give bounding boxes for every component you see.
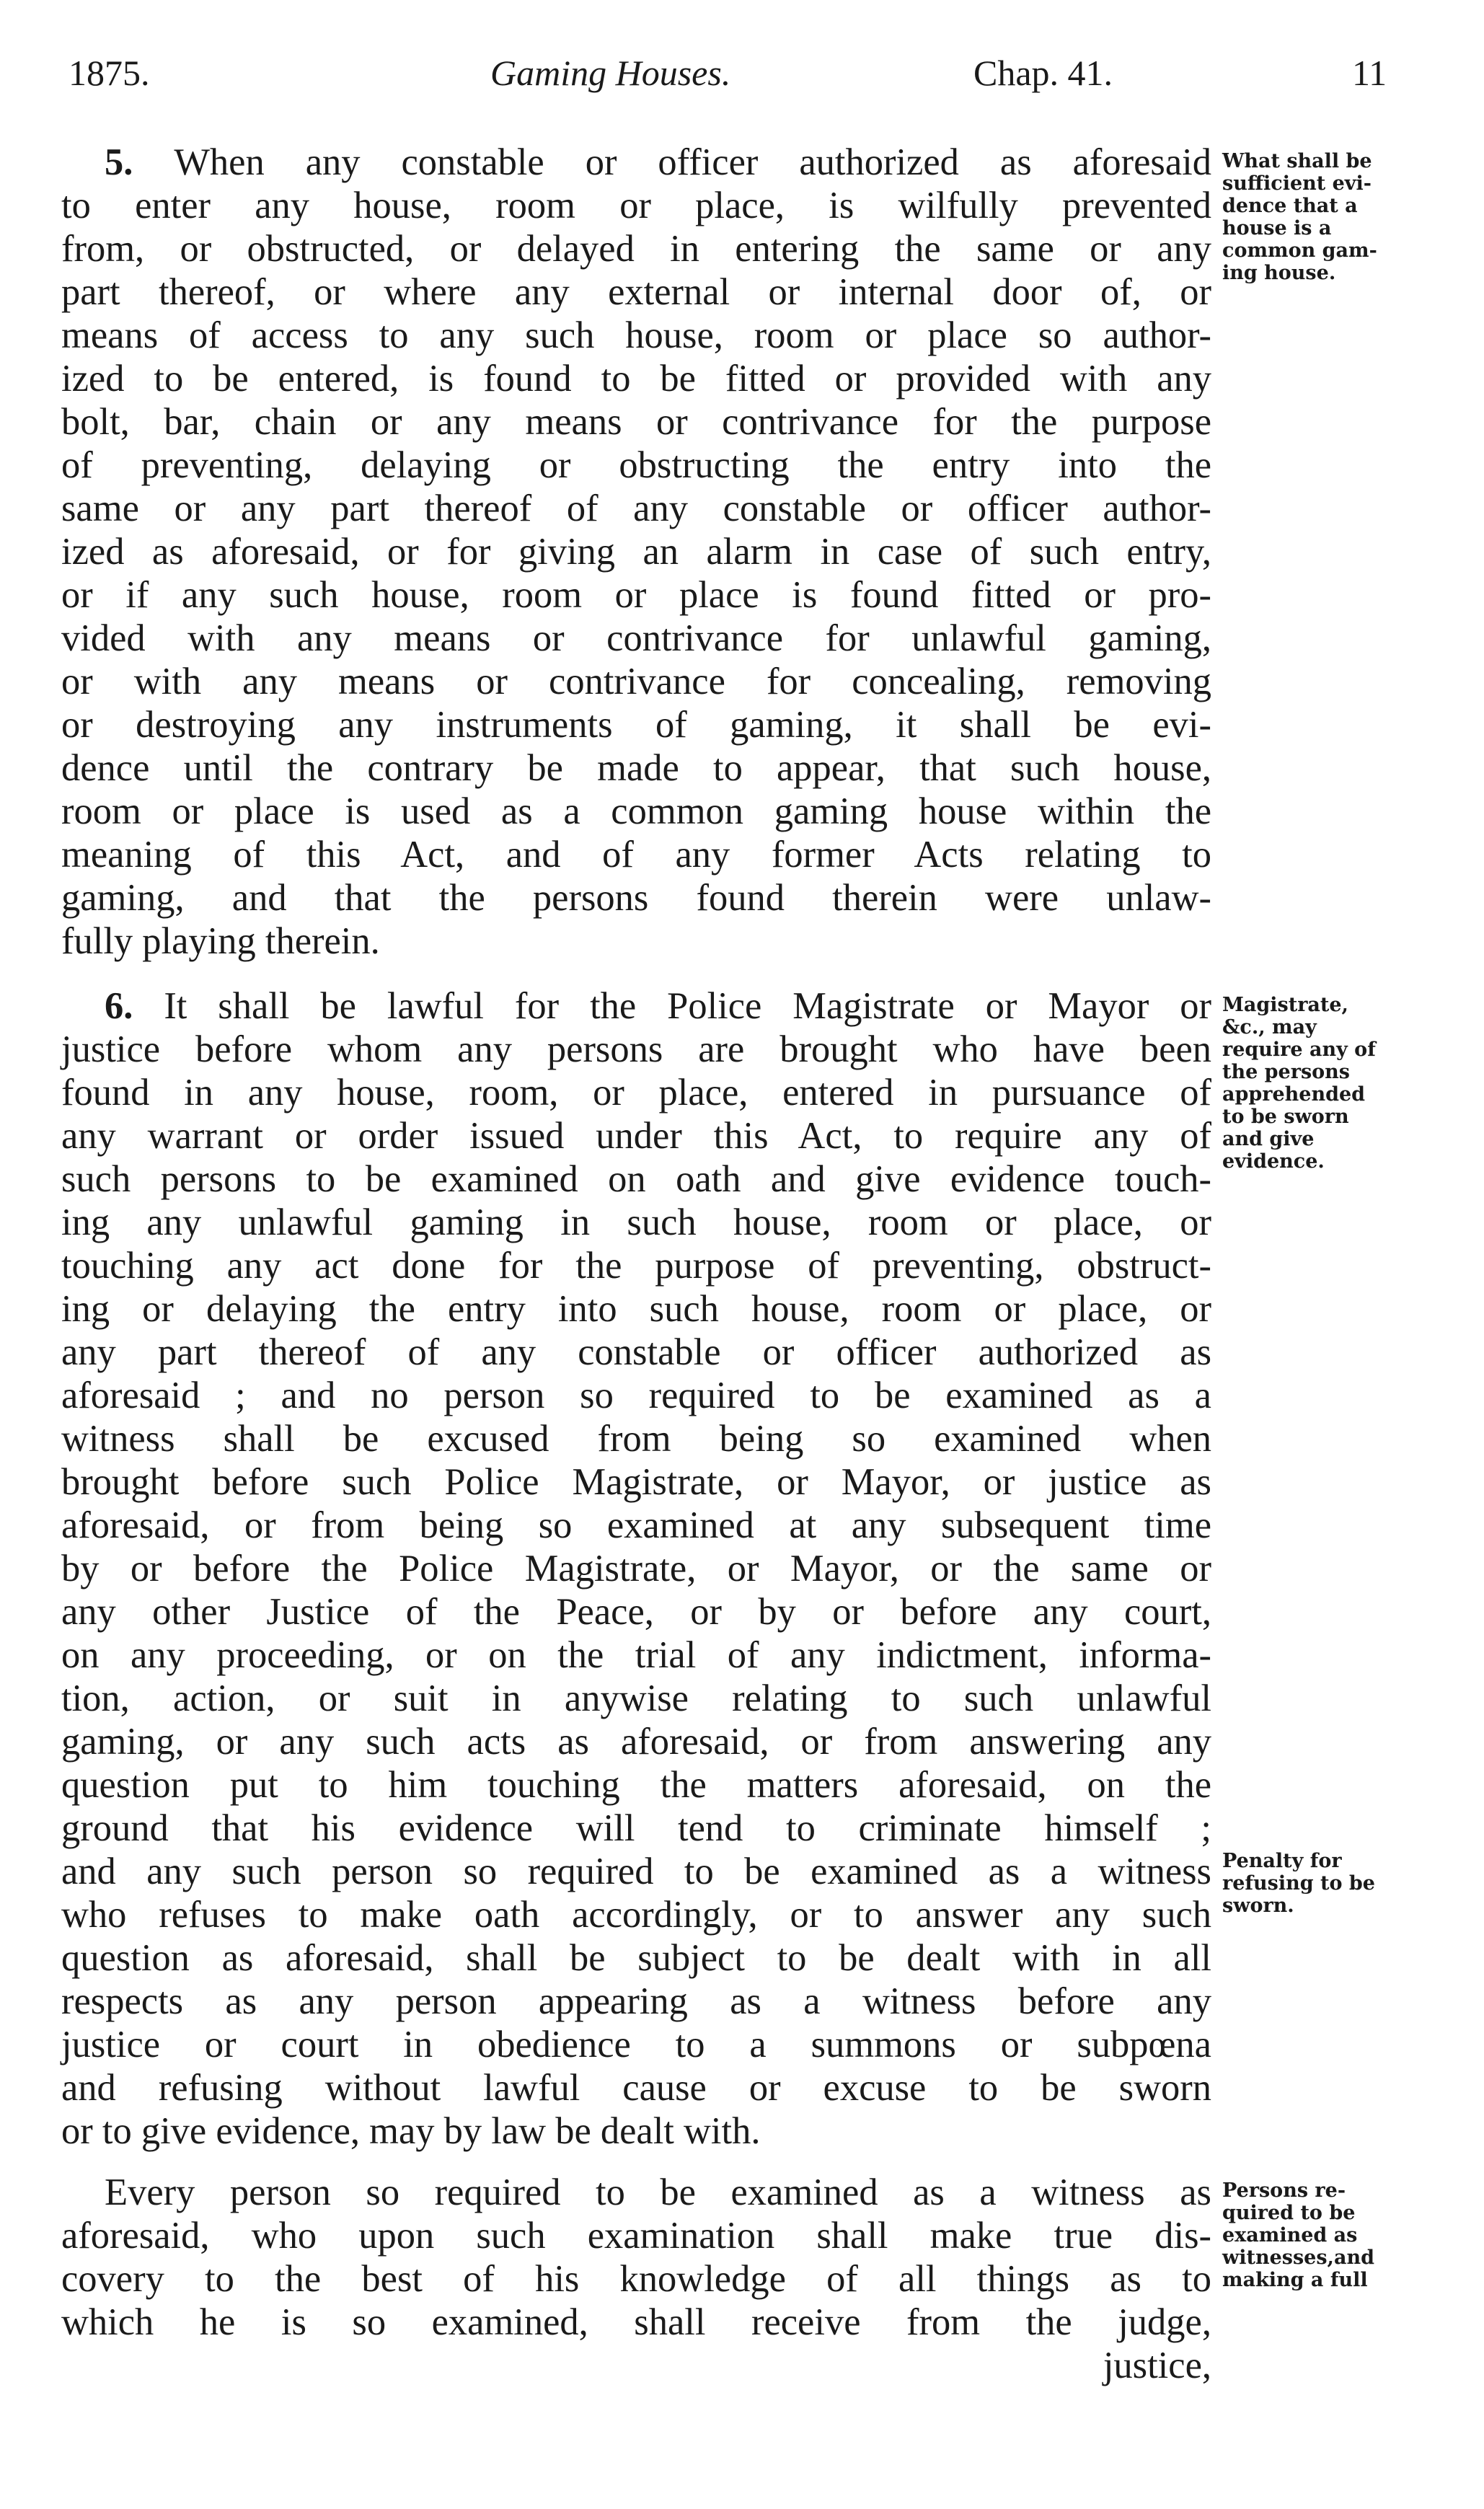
header-year: 1875.	[69, 53, 150, 93]
sidenote-line: making a full	[1222, 2269, 1368, 2291]
header-chapter: Chap. 41.	[973, 53, 1113, 93]
sidenote-line: What shall be	[1222, 150, 1372, 172]
sidenote-line: ing house.	[1222, 262, 1336, 284]
text-line: vided with any means or contrivance for unlawful gaming,	[61, 617, 1211, 659]
running-header	[69, 52, 1424, 110]
text-line: any warrant or order issued under this Act, to require any of	[61, 1115, 1211, 1157]
sidenote-persons-examined	[1222, 2179, 1439, 2291]
text-line: to enter any house, room or place, is wilfully prevented	[61, 185, 1211, 226]
text-line: from, or obstructed, or delayed in entering the same or any	[61, 228, 1211, 270]
sidenote-line: Penalty for	[1222, 1850, 1342, 1872]
text-line: room or place is used as a common gaming house within the	[61, 790, 1211, 832]
text-line: brought before such Police Magistrate, or Mayor, or justice as	[61, 1461, 1211, 1503]
sidenote-line: &c., may	[1222, 1016, 1317, 1039]
section-5	[61, 141, 1211, 963]
sidenote-line: witnesses,and	[1222, 2246, 1374, 2269]
sidenote-section-5	[1222, 150, 1439, 284]
text-line: any part thereof of any constable or officer authorized as	[61, 1331, 1211, 1373]
sidenote-section-6-penalty	[1222, 1850, 1439, 1917]
text-line: dence until the contrary be made to appear, that such house,	[61, 747, 1211, 789]
text-line: justice,	[1103, 2345, 1211, 2386]
sidenote-line: the persons	[1222, 1061, 1351, 1083]
text-line: of preventing, delaying or obstructing the entry into the	[61, 444, 1211, 486]
text-line: or if any such house, room or place is found fitted or pro-	[61, 574, 1211, 616]
sidenote-line: apprehended	[1222, 1083, 1366, 1106]
sidenote-line: quired to be	[1222, 2202, 1356, 2224]
sidenote-line: examined as	[1222, 2224, 1358, 2246]
text-line: touching any act done for the purpose of preventing, obstruct-	[61, 1245, 1211, 1287]
sidenote-line: dence that a	[1222, 195, 1358, 217]
text-line: ing any unlawful gaming in such house, room or place, or	[61, 1201, 1211, 1243]
text-line: aforesaid, or from being so examined at any subsequent time	[61, 1504, 1211, 1546]
text-line: or to give evidence, may by law be dealt with.	[61, 2110, 761, 2152]
text-line: question as aforesaid, shall be subject to be dealt with in all	[61, 1937, 1211, 1979]
text-line: aforesaid, who upon such examination shall make true dis-	[61, 2215, 1211, 2257]
text-line: tion, action, or suit in anywise relating to such unlawful	[61, 1677, 1211, 1719]
paragraph-persons-examined	[61, 2171, 1211, 2387]
sidenote-line: to be sworn	[1222, 1106, 1349, 1128]
sidenote-line: Magistrate,	[1222, 994, 1348, 1016]
text-line: or destroying any instruments of gaming, it shall be evi-	[61, 704, 1211, 746]
text-line: part thereof, or where any external or internal door of, or	[61, 271, 1211, 313]
sidenote-line: sworn.	[1222, 1895, 1294, 1917]
text-line-content: When any constable or officer authorized as aforesaid	[174, 141, 1211, 183]
sidenote-line: Persons re-	[1222, 2179, 1346, 2202]
section-number: 6.	[105, 985, 164, 1027]
text-line	[61, 984, 1211, 1028]
header-title: Gaming Houses.	[490, 53, 731, 93]
text-line-content: It shall be lawful for the Police Magistrate or Mayor or	[164, 985, 1212, 1027]
text-line: gaming, or any such acts as aforesaid, or from answering any	[61, 1721, 1211, 1763]
text-line: bolt, bar, chain or any means or contrivance for the purpose	[61, 401, 1211, 443]
sidenote-line: refusing to be	[1222, 1872, 1375, 1895]
text-line: means of access to any such house, room or place so author-	[61, 314, 1211, 356]
sidenote-line: common gam-	[1222, 239, 1377, 262]
sidenote-line: sufficient evi-	[1222, 172, 1372, 195]
text-line: ground that his evidence will tend to criminate himself ;	[61, 1807, 1211, 1849]
text-line: respects as any person appearing as a witness before any	[61, 1980, 1211, 2022]
text-line: fully playing therein.	[61, 920, 380, 962]
text-line: same or any part thereof of any constable or officer author-	[61, 488, 1211, 529]
sidenote-line: require any of	[1222, 1039, 1376, 1061]
text-line: and refusing without lawful cause or excuse to be sworn	[61, 2067, 1211, 2109]
text-line: witness shall be excused from being so examined when	[61, 1418, 1211, 1460]
text-line	[61, 141, 1211, 184]
text-line: ized as aforesaid, or for giving an alarm in case of such entry,	[61, 531, 1211, 573]
text-line: justice or court in obedience to a summons or subpœna	[61, 2024, 1211, 2065]
text-line: question put to him touching the matters aforesaid, on the	[61, 1764, 1211, 1806]
text-line: ized to be entered, is found to be fitted or provided with any	[61, 358, 1211, 400]
text-line: Every person so required to be examined as a witness as	[105, 2171, 1211, 2213]
text-line: aforesaid ; and no person so required to be examined as a	[61, 1375, 1211, 1416]
text-line: and any such person so required to be examined as a witness	[61, 1851, 1211, 1892]
text-line: found in any house, room, or place, entered in pursuance of	[61, 1072, 1211, 1114]
text-line: covery to the best of his knowledge of all things as to	[61, 2258, 1211, 2300]
sidenote-section-6-magistrate	[1222, 994, 1439, 1173]
text-line: by or before the Police Magistrate, or Mayor, or the same or	[61, 1548, 1211, 1589]
text-line: who refuses to make oath accordingly, or to answer any such	[61, 1894, 1211, 1936]
section-6	[61, 984, 1211, 2153]
text-line: ing or delaying the entry into such house, room or place, or	[61, 1288, 1211, 1330]
sidenote-line: evidence.	[1222, 1150, 1325, 1173]
text-line: any other Justice of the Peace, or by or before any court,	[61, 1591, 1211, 1633]
text-line: meaning of this Act, and of any former Acts relating to	[61, 834, 1211, 876]
text-line: justice before whom any persons are brought who have been	[61, 1028, 1211, 1070]
text-line: on any proceeding, or on the trial of any indictment, informa-	[61, 1634, 1211, 1676]
sidenote-line: and give	[1222, 1128, 1315, 1150]
text-line: which he is so examined, shall receive from the judge,	[61, 2301, 1211, 2343]
text-line: or with any means or contrivance for concealing, removing	[61, 661, 1211, 702]
section-number: 5.	[105, 141, 175, 183]
sidenote-line: house is a	[1222, 217, 1332, 239]
header-page-number: 11	[1352, 53, 1387, 93]
text-line: such persons to be examined on oath and give evidence touch-	[61, 1158, 1211, 1200]
text-line: gaming, and that the persons found therein were unlaw-	[61, 877, 1211, 919]
